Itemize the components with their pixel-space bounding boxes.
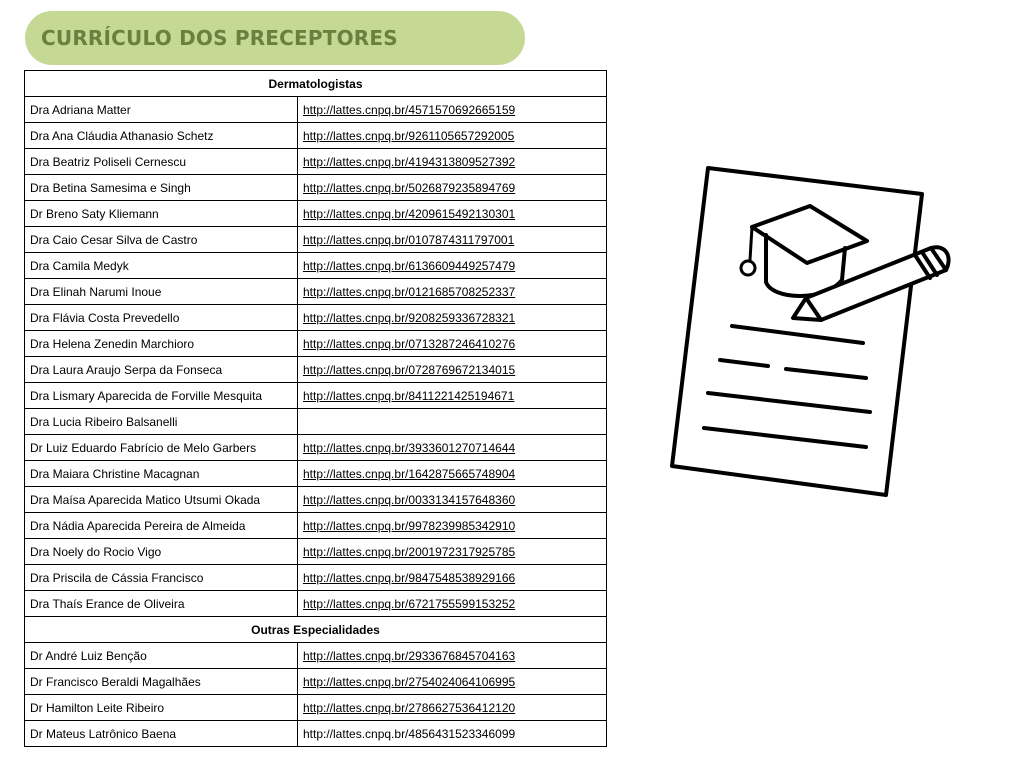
lattes-link[interactable]: http://lattes.cnpq.br/5026879235894769 bbox=[303, 180, 516, 195]
table-row bbox=[25, 253, 607, 279]
table-row bbox=[25, 539, 607, 565]
preceptor-name: Dr Luiz Eduardo Fabrício de Melo Garbers bbox=[25, 435, 298, 461]
preceptor-name: Dra Camila Medyk bbox=[25, 253, 298, 279]
preceptor-name: Dra Thaís Erance de Oliveira bbox=[25, 591, 298, 617]
table-row bbox=[25, 97, 607, 123]
lattes-link[interactable]: http://lattes.cnpq.br/9261105657292005 bbox=[303, 128, 515, 143]
lattes-link-cell bbox=[298, 643, 607, 669]
preceptor-name: Dr Francisco Beraldi Magalhães bbox=[25, 669, 298, 695]
preceptor-name: Dr André Luiz Benção bbox=[25, 643, 298, 669]
lattes-link[interactable]: http://lattes.cnpq.br/4194313809527392 bbox=[303, 154, 516, 169]
lattes-link-cell bbox=[298, 97, 607, 123]
lattes-link-cell bbox=[298, 253, 607, 279]
lattes-link-cell bbox=[298, 487, 607, 513]
lattes-link[interactable]: http://lattes.cnpq.br/8411221425194671 bbox=[303, 388, 515, 403]
table-row bbox=[25, 331, 607, 357]
title-banner bbox=[25, 11, 525, 65]
table-row bbox=[25, 201, 607, 227]
lattes-link: http://lattes.cnpq.br/4856431523346099 bbox=[303, 726, 516, 741]
section-header-row bbox=[25, 71, 607, 97]
table-row bbox=[25, 227, 607, 253]
lattes-link[interactable]: http://lattes.cnpq.br/9978239985342910 bbox=[303, 518, 516, 533]
table-row bbox=[25, 279, 607, 305]
graduation-cap-document-pencil-icon bbox=[660, 160, 970, 505]
preceptor-name: Dr Breno Saty Kliemann bbox=[25, 201, 298, 227]
table-row bbox=[25, 513, 607, 539]
lattes-link-cell bbox=[298, 409, 607, 435]
lattes-link-cell bbox=[298, 123, 607, 149]
preceptor-name: Dr Mateus Latrônico Baena bbox=[25, 721, 298, 747]
lattes-link-cell bbox=[298, 695, 607, 721]
section-heading: Outras Especialidades bbox=[25, 617, 607, 643]
preceptor-name: Dra Caio Cesar Silva de Castro bbox=[25, 227, 298, 253]
preceptor-name: Dra Noely do Rocio Vigo bbox=[25, 539, 298, 565]
preceptor-name: Dra Maísa Aparecida Matico Utsumi Okada bbox=[25, 487, 298, 513]
table-row bbox=[25, 123, 607, 149]
lattes-link-cell bbox=[298, 383, 607, 409]
section-heading: Dermatologistas bbox=[25, 71, 607, 97]
preceptor-name: Dra Helena Zenedin Marchioro bbox=[25, 331, 298, 357]
lattes-link-cell bbox=[298, 461, 607, 487]
lattes-link[interactable]: http://lattes.cnpq.br/4209615492130301 bbox=[303, 206, 516, 221]
table-row bbox=[25, 643, 607, 669]
table-row bbox=[25, 357, 607, 383]
table-row bbox=[25, 721, 607, 747]
lattes-link-cell bbox=[298, 279, 607, 305]
lattes-link[interactable]: http://lattes.cnpq.br/0728769672134015 bbox=[303, 362, 516, 377]
table-row bbox=[25, 461, 607, 487]
lattes-link-cell bbox=[298, 565, 607, 591]
preceptor-name: Dra Betina Samesima e Singh bbox=[25, 175, 298, 201]
preceptor-name: Dr Hamilton Leite Ribeiro bbox=[25, 695, 298, 721]
table-row bbox=[25, 435, 607, 461]
lattes-link-cell bbox=[298, 539, 607, 565]
lattes-link-cell bbox=[298, 201, 607, 227]
preceptor-name: Dra Beatriz Poliseli Cernescu bbox=[25, 149, 298, 175]
lattes-link-cell bbox=[298, 331, 607, 357]
lattes-link[interactable]: http://lattes.cnpq.br/6136609449257479 bbox=[303, 258, 516, 273]
preceptors-table-body bbox=[25, 71, 607, 747]
preceptor-name: Dra Adriana Matter bbox=[25, 97, 298, 123]
lattes-link[interactable]: http://lattes.cnpq.br/2001972317925785 bbox=[303, 544, 516, 559]
lattes-link-cell bbox=[298, 721, 607, 747]
preceptor-name: Dra Nádia Aparecida Pereira de Almeida bbox=[25, 513, 298, 539]
table-row bbox=[25, 565, 607, 591]
lattes-link[interactable]: http://lattes.cnpq.br/0121685708252337 bbox=[303, 284, 516, 299]
lattes-link-cell bbox=[298, 305, 607, 331]
lattes-link[interactable]: http://lattes.cnpq.br/2786627536412120 bbox=[303, 700, 516, 715]
lattes-link[interactable]: http://lattes.cnpq.br/0713287246410276 bbox=[303, 336, 516, 351]
preceptor-name: Dra Lismary Aparecida de Forville Mesquita bbox=[25, 383, 298, 409]
lattes-link[interactable]: http://lattes.cnpq.br/2933676845704163 bbox=[303, 648, 516, 663]
lattes-link[interactable]: http://lattes.cnpq.br/9847548538929166 bbox=[303, 570, 516, 585]
section-header-row bbox=[25, 617, 607, 643]
lattes-link-cell bbox=[298, 591, 607, 617]
table-row bbox=[25, 305, 607, 331]
lattes-link-cell bbox=[298, 149, 607, 175]
preceptors-table bbox=[24, 70, 607, 747]
lattes-link[interactable]: http://lattes.cnpq.br/1642875665748904 bbox=[303, 466, 516, 481]
lattes-link-cell bbox=[298, 669, 607, 695]
table-row bbox=[25, 695, 607, 721]
page-title: CURRÍCULO DOS PRECEPTORES bbox=[41, 26, 398, 50]
lattes-link[interactable]: http://lattes.cnpq.br/2754024064106995 bbox=[303, 674, 516, 689]
preceptor-name: Dra Flávia Costa Prevedello bbox=[25, 305, 298, 331]
lattes-link[interactable]: http://lattes.cnpq.br/6721755599153252 bbox=[303, 596, 516, 611]
table-row bbox=[25, 383, 607, 409]
table-row bbox=[25, 175, 607, 201]
lattes-link[interactable]: http://lattes.cnpq.br/3933601270714644 bbox=[303, 440, 516, 455]
table-row bbox=[25, 591, 607, 617]
preceptor-name: Dra Ana Cláudia Athanasio Schetz bbox=[25, 123, 298, 149]
lattes-link-cell bbox=[298, 435, 607, 461]
lattes-link-cell bbox=[298, 357, 607, 383]
preceptor-name: Dra Maiara Christine Macagnan bbox=[25, 461, 298, 487]
lattes-link-cell bbox=[298, 513, 607, 539]
preceptor-name: Dra Laura Araujo Serpa da Fonseca bbox=[25, 357, 298, 383]
preceptor-name: Dra Priscila de Cássia Francisco bbox=[25, 565, 298, 591]
lattes-link[interactable]: http://lattes.cnpq.br/9208259336728321 bbox=[303, 310, 516, 325]
preceptor-name: Dra Lucia Ribeiro Balsanelli bbox=[25, 409, 298, 435]
lattes-link[interactable]: http://lattes.cnpq.br/4571570692665159 bbox=[303, 102, 516, 117]
table-row bbox=[25, 487, 607, 513]
table-row bbox=[25, 149, 607, 175]
lattes-link-cell bbox=[298, 227, 607, 253]
table-row bbox=[25, 409, 607, 435]
lattes-link-cell bbox=[298, 175, 607, 201]
table-row bbox=[25, 669, 607, 695]
lattes-link[interactable]: http://lattes.cnpq.br/0107874311797001 bbox=[303, 232, 515, 247]
preceptor-name: Dra Elinah Narumi Inoue bbox=[25, 279, 298, 305]
lattes-link[interactable]: http://lattes.cnpq.br/0033134157648360 bbox=[303, 492, 516, 507]
